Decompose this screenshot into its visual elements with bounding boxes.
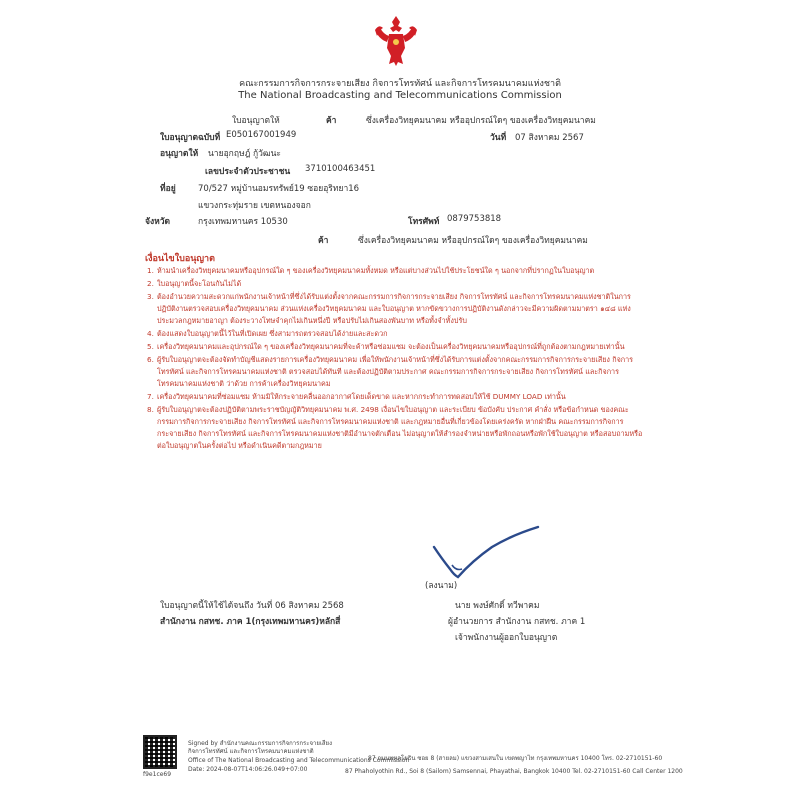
issuing-office: สำนักงาน กสทช. ภาค 1(กรุงเทพมหานคร)หลักสี่ (160, 617, 341, 627)
issue-to-label: ใบอนุญาตให้ (232, 116, 280, 126)
phone-value: 0879753818 (447, 214, 502, 224)
conditions-list (147, 265, 647, 453)
item2-label: ค้า (318, 236, 329, 246)
license-number-value: E050167001949 (226, 130, 297, 140)
signed-label: (ลงนาม) (425, 581, 458, 591)
footer-address-english: 87 Phaholyothin Rd., Soi 8 (Sailom) Samsennai, Phayathai, Bangkok 10400 Tel. 02-2710151-60 Call Center 1200 (345, 768, 683, 775)
province-value: กรุงเทพมหานคร 10530 (198, 217, 288, 227)
id-label: เลขประจำตัวประชาชน (205, 167, 291, 177)
licensee-value: นายอุกฤษฎ์ กู้วัฒนะ (208, 149, 281, 159)
signature-mark-icon (432, 525, 542, 585)
condition-item: 3. ต้องอำนวยความสะดวกแก่พนักงานเจ้าหน้าที่ซึ่งได้รับแต่งตั้งจากคณะกรรมการกิจการกระจายเสียง กิจการโทรทัศน์ และกิจการโทรคมนาคมแห่งชาติในการปฏิบัติงานตรวจสอบเครื่องวิทยุคมนาคม ส่วนแห่งเครื่องวิทยุคมนาคม และใบอนุญาต หากขัดขวางการปฏิบัติงานดังกล่าวจะมีความผิดตามมาตรา ๑๔๘ แห่งประมวลกฎหมายอาญา ต้องระวางโทษจำคุกไม่เกินหนึ่งปี หรือปรับไม่เกินสองพันบาท หรือทั้งจำทั้งปรับ (147, 292, 631, 325)
phone-label: โทรศัพท์ (408, 217, 440, 227)
org-name-thai: คณะกรรมการกิจการกระจายเสียง กิจการโทรทัศน์ และกิจการโทรคมนาคมแห่งชาติ (239, 79, 561, 89)
condition-item: 2. ใบอนุญาตนี้จะโอนกันไม่ได้ (147, 279, 242, 288)
footer-address-thai: 87 ถนนพหลโยธิน ซอย 8 (สายลม) แขวงสามเสนใน เขตพญาไท กรุงเทพมหานคร 10400 โทร. 02-2710151-60 (368, 755, 663, 762)
address-label: ที่อยู่ (160, 184, 176, 194)
org-name-english: The National Broadcasting and Telecommunications Commission (238, 90, 562, 101)
item-value: ซึ่งเครื่องวิทยุคมนาคม หรืออุปกรณ์ใดๆ ของเครื่องวิทยุคมนาคม (366, 116, 596, 126)
item-label: ค้า (326, 116, 337, 126)
condition-item: 5. เครื่องวิทยุคมนาคมและอุปกรณ์ใด ๆ ของเครื่องวิทยุคมนาคมที่จะค้าหรือซ่อมแซม จะต้องเป็นเครื่องวิทยุคมนาคมหรืออุปกรณ์ที่ถูกต้องตามกฎหมายเท่านั้น (147, 342, 625, 351)
address-line1: 70/527 หมู่บ้านอมรทรัพย์19 ซอยอุริทยา16 (198, 184, 360, 194)
address-line2: แขวงกระทุ่มราย เขตหนองจอก (198, 201, 311, 211)
condition-item: 6. ผู้รับใบอนุญาตจะต้องจัดทำบัญชีแสดงรายการเครื่องวิทยุคมนาคม เพื่อให้พนักงานเจ้าหน้าที่ซึ่งได้รับการแต่งตั้งจากคณะกรรมการกิจการกระจายเสียง กิจการโทรทัศน์ และกิจการโทรคมนาคมแห่งชาติ ตรวจสอบได้ทันที และต้องปฏิบัติตามประกาศ คณะกรรมการกิจการกระจายเสียง กิจการโทรทัศน์ และกิจการโทรคมนาคมแห่งชาติ ว่าด้วย การค้าเครื่องวิทยุคมนาคม (147, 355, 634, 388)
date-label: วันที่ (490, 133, 507, 143)
signer-role: เจ้าพนักงานผู้ออกใบอนุญาต (455, 633, 558, 643)
date-value: 07 สิงหาคม 2567 (515, 133, 584, 143)
condition-item: 4. ต้องแสดงใบอนุญาตนี้ไว้ในที่เปิดเผย ซึ่งสามารถตรวจสอบได้ง่ายและสะดวก (147, 329, 388, 338)
conditions-title: เงื่อนไขใบอนุญาต (145, 254, 215, 264)
valid-until: ใบอนุญาตนี้ให้ใช้ได้จนถึง วันที่ 06 สิงหาคม 2568 (160, 601, 344, 611)
signer-name: นาย พงษ์ศักดิ์ ทวีพาคม (455, 601, 540, 611)
license-number-label: ใบอนุญาตฉบับที่ (160, 133, 221, 143)
signer-position: ผู้อำนวยการ สำนักงาน กสทช. ภาค 1 (448, 617, 586, 627)
signed-date: Date: 2024-08-07T14:06:26.049+07:00 (188, 766, 308, 773)
province-label: จังหวัด (145, 217, 171, 227)
signed-by-thai: Signed by สำนักงานคณะกรรมการกิจการกระจายเสียง กิจการโทรทัศน์ และกิจการโทรคมนาคมแห่งชาติ (188, 740, 332, 755)
qr-code-icon (143, 735, 177, 769)
condition-item: 7. เครื่องวิทยุคมนาคมที่ซ่อมแซม ห้ามมิให้กระจายคลื่นออกอากาศโดยเด็ดขาด และหากกระทำการทดสอบให้ใช้ DUMMY LOAD เท่านั้น (147, 392, 566, 401)
condition-item: 8. ผู้รับใบอนุญาตจะต้องปฏิบัติตามพระราชบัญญัติวิทยุคมนาคม พ.ศ. 2498 เงื่อนไขใบอนุญาต และระเบียบ ข้อบังคับ ประกาศ คำสั่ง หรือข้อกำหนด ของคณะกรรมการกิจการกระจายเสียง กิจการโทรทัศน์ และกิจการโทรคมนาคมแห่งชาติ และกฎหมายอื่นที่เกี่ยวข้องโดยเคร่งครัด หากฝ่าฝืน คณะกรรมการกิจการกระจายเสียง กิจการโทรทัศน์ และกิจการโทรคมนาคมแห่งชาติมีอำนาจตักเตือน ไม่อนุญาตให้สำรองจำหน่ายหรือพักถอนหรือพักใช้ใบอนุญาต หรือสอบถามหรือต่อใบอนุญาตในครั้งต่อไป หรือดำเนินคดีตามกฎหมาย (147, 405, 643, 450)
licensee-label: อนุญาตให้ (160, 149, 199, 159)
garuda-emblem-icon (373, 12, 419, 68)
item2-value: ซึ่งเครื่องวิทยุคมนาคม หรืออุปกรณ์ใดๆ ของเครื่องวิทยุคมนาคม (358, 236, 588, 246)
qr-code-text: f9e1ce69 (143, 771, 172, 778)
id-value: 3710100463451 (305, 164, 376, 174)
condition-item: 1. ห้ามนำเครื่องวิทยุคมนาคมหรืออุปกรณ์ใด ๆ ของเครื่องวิทยุคมนาคมทั้งหมด หรือแต่บางส่วนไปใช้ประโยชน์ใด ๆ นอกจากที่ปรากฏในใบอนุญาต (147, 266, 595, 275)
signed-by-english: Office of The National Broadcasting and Telecommunications Commission (188, 757, 410, 764)
